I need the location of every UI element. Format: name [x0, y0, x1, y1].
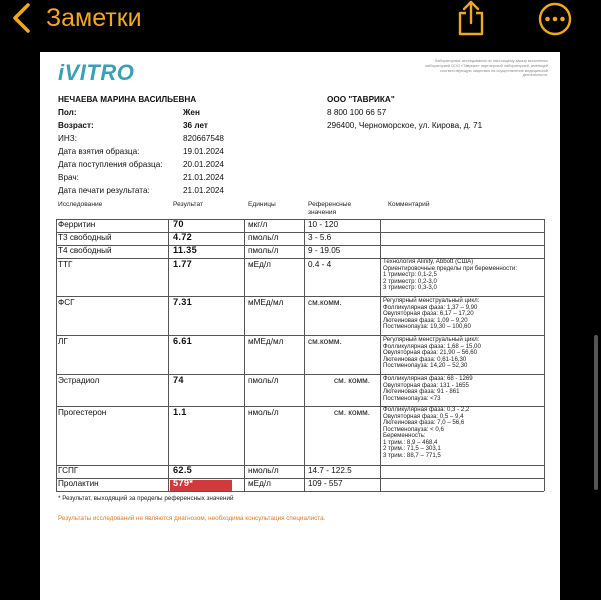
row-test: Ферритин — [58, 220, 96, 229]
row-result-flagged: 579* — [173, 478, 194, 488]
header-result: Результат — [173, 201, 203, 208]
row-test: ЛГ — [58, 337, 68, 346]
doctor-label: Врач: — [58, 173, 79, 182]
row-units: нмоль/л — [248, 466, 279, 475]
row-comment: Регулярный менструальный цикл: Фолликулярная фаза: 1,68 – 15,00 Овуляторная фаза: 21,90 – 56,60 Лютеиновая фаза: 0,61-16,30 Постменопауза: 14,20 – 52,30 — [383, 336, 481, 369]
row-result: 7.31 — [173, 297, 193, 307]
row-test: Т3 свободный — [58, 233, 112, 242]
row-test: Прогестерон — [58, 408, 107, 417]
row-reference: 14.7 - 122.5 — [308, 466, 352, 475]
row-result: 62.5 — [173, 465, 193, 475]
row-reference: см. комм. — [334, 408, 371, 417]
row-units: пмоль/л — [248, 233, 279, 242]
row-reference: см. комм. — [334, 376, 371, 385]
row-result: 74 — [173, 375, 184, 385]
lab-address: 296400, Черноморское, ул. Кирова, д. 71 — [327, 121, 483, 130]
sex-value: Жен — [183, 108, 200, 117]
row-units: пмоль/л — [248, 246, 279, 255]
row-units: пмоль/л — [248, 376, 279, 385]
printed-value: 21.01.2024 — [183, 186, 224, 195]
row-test: ФСГ — [58, 298, 75, 307]
row-test: Эстрадиол — [58, 376, 100, 385]
row-result: 70 — [173, 219, 184, 229]
age-label: Возраст: — [58, 121, 94, 130]
header-reference: Референсные значения — [308, 201, 352, 216]
footnote: * Результат, выходящий за пределы референсных значений — [58, 495, 234, 502]
row-reference: 0.4 - 4 — [308, 260, 332, 269]
row-result: 1.1 — [173, 407, 187, 417]
row-result: 6.61 — [173, 336, 193, 346]
row-test: Пролактин — [58, 479, 99, 488]
chevron-left-icon — [8, 2, 38, 34]
row-units: мМЕд/мл — [248, 337, 284, 346]
row-units: мкг/л — [248, 220, 268, 229]
lab-report-page — [40, 52, 560, 600]
row-units: мЕд/л — [248, 479, 271, 488]
printed-label: Дата печати результата: — [58, 186, 150, 195]
header-test: Исследование — [58, 201, 103, 208]
row-reference: см.комм. — [308, 337, 342, 346]
row-comment: Регулярный менструальный цикл: Фолликулярная фаза: 1,37 – 9,90 Овуляторная фаза: 6,17 – 17,20 Лютеиновая фаза: 1,09 – 9,20 Постменопауза: 19,30 – 100,60 — [383, 297, 480, 330]
age-value: 36 лет — [183, 121, 208, 130]
row-comment: Технология Alinity, Abbott (США) Ориентировочные пределы при беременности: 1 триместр: 0,1-2,5 2 триместр: 0,2-3,0 3 триместр: 0,3-3,0 — [383, 258, 518, 291]
row-test: ГСПГ — [58, 466, 79, 475]
row-reference: 10 - 120 — [308, 220, 339, 229]
row-test: Т4 свободный — [58, 246, 112, 255]
share-icon[interactable] — [455, 0, 487, 36]
header-comment: Комментарий — [388, 201, 430, 208]
doctor-value: 21.01.2024 — [183, 173, 224, 182]
row-units: нмоль/л — [248, 408, 279, 417]
back-label: Заметки — [46, 3, 142, 32]
row-units: мЕд/л — [248, 260, 271, 269]
disclaimer: Результаты исследований не являются диагнозом, необходима консультация специалиста. — [58, 515, 326, 522]
sex-label: Пол: — [58, 108, 77, 117]
row-reference: 9 - 19.05 — [308, 246, 341, 255]
inz-value: 820667548 — [183, 134, 224, 143]
lab-phone: 8 800 100 66 57 — [327, 108, 387, 117]
row-result: 4.72 — [173, 232, 193, 242]
more-options-icon[interactable] — [537, 2, 573, 36]
row-units: мМЕд/мл — [248, 298, 284, 307]
received-label: Дата поступления образца: — [58, 160, 163, 169]
row-test: ТТГ — [58, 260, 73, 269]
header-units: Единицы — [248, 201, 276, 208]
taken-label: Дата взятия образца: — [58, 147, 140, 156]
nav-bar — [0, 0, 601, 48]
ivitro-logo: iVITRO — [58, 60, 135, 85]
lab-name: ООО "ТАВРИКА" — [327, 95, 395, 104]
row-comment: Фолликулярная фаза: 68 - 1269 Овуляторная фаза: 131 - 1655 Лютеиновая фаза: 91 - 861 Постменопауза: <73 — [383, 375, 473, 402]
scrollbar[interactable] — [594, 335, 598, 490]
patient-name: НЕЧАЕВА МАРИНА ВАСИЛЬЕВНА — [58, 95, 197, 104]
row-reference: см.комм. — [308, 298, 342, 307]
received-value: 20.01.2024 — [183, 160, 224, 169]
row-reference: 3 - 5.6 — [308, 233, 332, 242]
row-result: 11.35 — [173, 245, 197, 255]
inz-label: ИНЗ: — [58, 134, 78, 143]
taken-value: 19.01.2024 — [183, 147, 224, 156]
back-button[interactable] — [8, 2, 142, 34]
row-reference: 109 - 557 — [308, 479, 343, 488]
lab-fineprint: Лабораторные исследования по настоящему заказу выполнены лабораторией ООО «Таврика» партнерской лабораторией, имеющей соответствующую лицензию на осуществление медицинской деятельности. — [425, 59, 548, 78]
row-comment: Фолликулярная фаза: 0,3 - 2,2 Овуляторная фаза: 0,5 – 9,4 Лютеиновая фаза: 7,0 – 56,6 Постменопауза: < 0,6 Беременность: 1 трим.: 8,9 – 468,4 2 трим.: 71,5 – 303,1 3 трим.: 88,7 – 771,5 — [383, 406, 470, 459]
row-result: 1.77 — [173, 259, 193, 269]
